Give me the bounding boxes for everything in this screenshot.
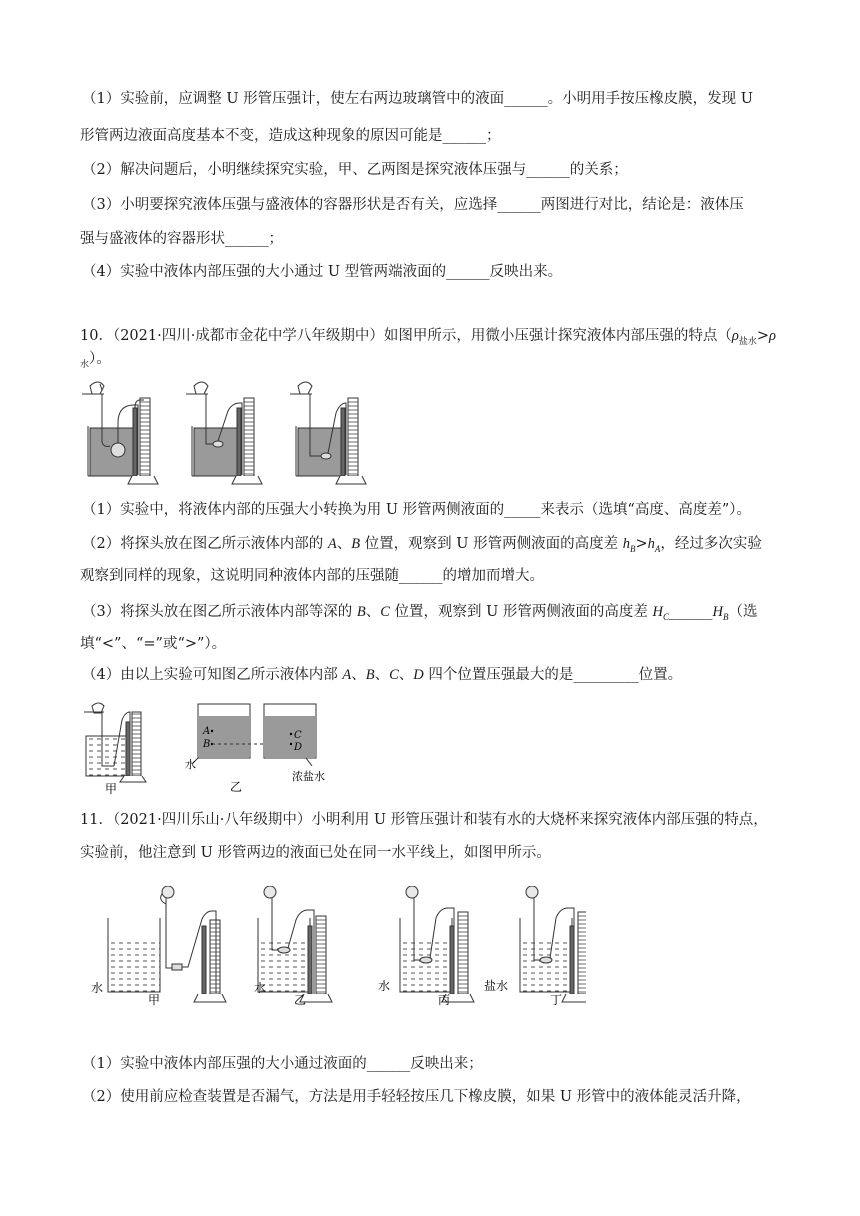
- q9-part1-line1: （1）实验前，应调整 U 形管压强计，使左右两边玻璃管中的液面______。小明用手按压橡皮膜，发现 U: [82, 91, 753, 107]
- q11-part1: （1）实验中液体内部压强的大小通过液面的______反映出来；: [82, 1056, 483, 1072]
- q9-part1-line2: 形管两边液面高度基本不变，造成这种现象的原因可能是______；: [80, 128, 501, 144]
- q9-part3-line1: （3）小明要探究液体压强与盛液体的容器形状是否有关，应选择______两图进行对比，结论是：液体压: [82, 197, 744, 213]
- q10-probe-figures: [80, 376, 370, 488]
- q10-label-water: 水: [185, 758, 196, 771]
- q11-label-water-jia: 水: [91, 981, 104, 995]
- q11-figures: [86, 886, 586, 1010]
- q11-stem-line2: 实验前，他注意到 U 形管两边的液面已处在同一水平线上，如图甲所示。: [80, 845, 551, 861]
- q11-setup-bing: [400, 886, 474, 1002]
- q11-setup-ding: [520, 886, 586, 1002]
- q10-part2-line1: （2）将探头放在图乙所示液体内部的 A、B 位置，观察到 U 形管两侧液面的高度差 $h_B>h_A$，经过多次实验: [82, 536, 762, 554]
- q11-label-saltwater-ding: 盐水: [484, 979, 509, 993]
- q10-caption-yi: 乙: [230, 780, 243, 794]
- q10-part2-line2: 观察到同样的现象，这说明同种液体内部的压强随______的增加而增大。: [80, 568, 544, 584]
- q11-caption-ding: 丁: [550, 993, 563, 1007]
- q11-stem-line1: 11．（2021·四川乐山·八年级期中）小明利用 U 形管压强计和装有水的大烧杯来探究液体内部压强的特点，: [80, 812, 768, 828]
- q10-point-C: C: [294, 730, 302, 741]
- q9-part3-line2: 强与盛液体的容器形状______；: [80, 231, 283, 247]
- q10-label-conc-saltwater: 浓盐水: [292, 770, 325, 783]
- q10-stem-line2: $_水$）。: [80, 351, 111, 370]
- q10-part4: （4）由以上实验可知图乙所示液体内部 A、B、C、D 四个位置压强最大的是_________位置。: [82, 667, 683, 683]
- q10-point-B: B: [203, 739, 211, 750]
- q11-caption-bing: 丙: [438, 993, 451, 1007]
- q11-caption-yi: 乙: [294, 993, 307, 1007]
- q10-point-D: D: [294, 742, 303, 753]
- q10-part1: （1）实验中，将液体内部的压强大小转换为用 U 形管两侧液面的_____来表示（选填“高度、高度差”）。: [82, 502, 751, 518]
- q10-part3-line1: （3）将探头放在图乙所示液体内部等深的 B、C 位置，观察到 U 形管两侧液面的高度差 $H_C\_\_\_\_\_\_H_B$（选: [82, 604, 758, 622]
- q10-caption-jia: 甲: [105, 782, 118, 796]
- q11-label-water-yi: 水: [254, 981, 267, 995]
- q11-setup-yi: [258, 886, 332, 1002]
- q10-setup-1: [82, 382, 158, 484]
- q10-stem-line1: 10．（2021·四川·成都市金花中学八年级期中）如图甲所示，用微小压强计探究液体内部压强的特点（$\rho_{盐水}>\rho$: [80, 328, 776, 347]
- q11-label-water-bing: 水: [378, 979, 391, 993]
- q10-figure-jia: [84, 703, 146, 782]
- q10-figure-yi-water-beaker: [192, 704, 250, 764]
- q10-figure-jia-yi: [80, 700, 380, 798]
- q11-caption-jia: 甲: [148, 993, 161, 1007]
- q10-setup-2: [186, 382, 262, 484]
- q9-part4: （4）实验中液体内部压强的大小通过 U 型管两端液面的______反映出来。: [82, 264, 563, 280]
- q11-part2: （2）使用前应检查装置是否漏气，方法是用手轻轻按压几下橡皮膜，如果 U 形管中的液体能灵活升降，: [82, 1089, 751, 1105]
- q10-figure-yi-saltwater-beaker: [264, 704, 316, 766]
- q9-part2: （2）解决问题后，小明继续探究实验，甲、乙两图是探究液体压强与______的关系；: [82, 162, 628, 178]
- q10-point-A: A: [203, 726, 211, 737]
- q11-setup-jia: [108, 886, 226, 1002]
- q10-part3-line2: 填“<”、“=”或“>”）。: [80, 636, 227, 652]
- q10-setup-3: [290, 382, 366, 484]
